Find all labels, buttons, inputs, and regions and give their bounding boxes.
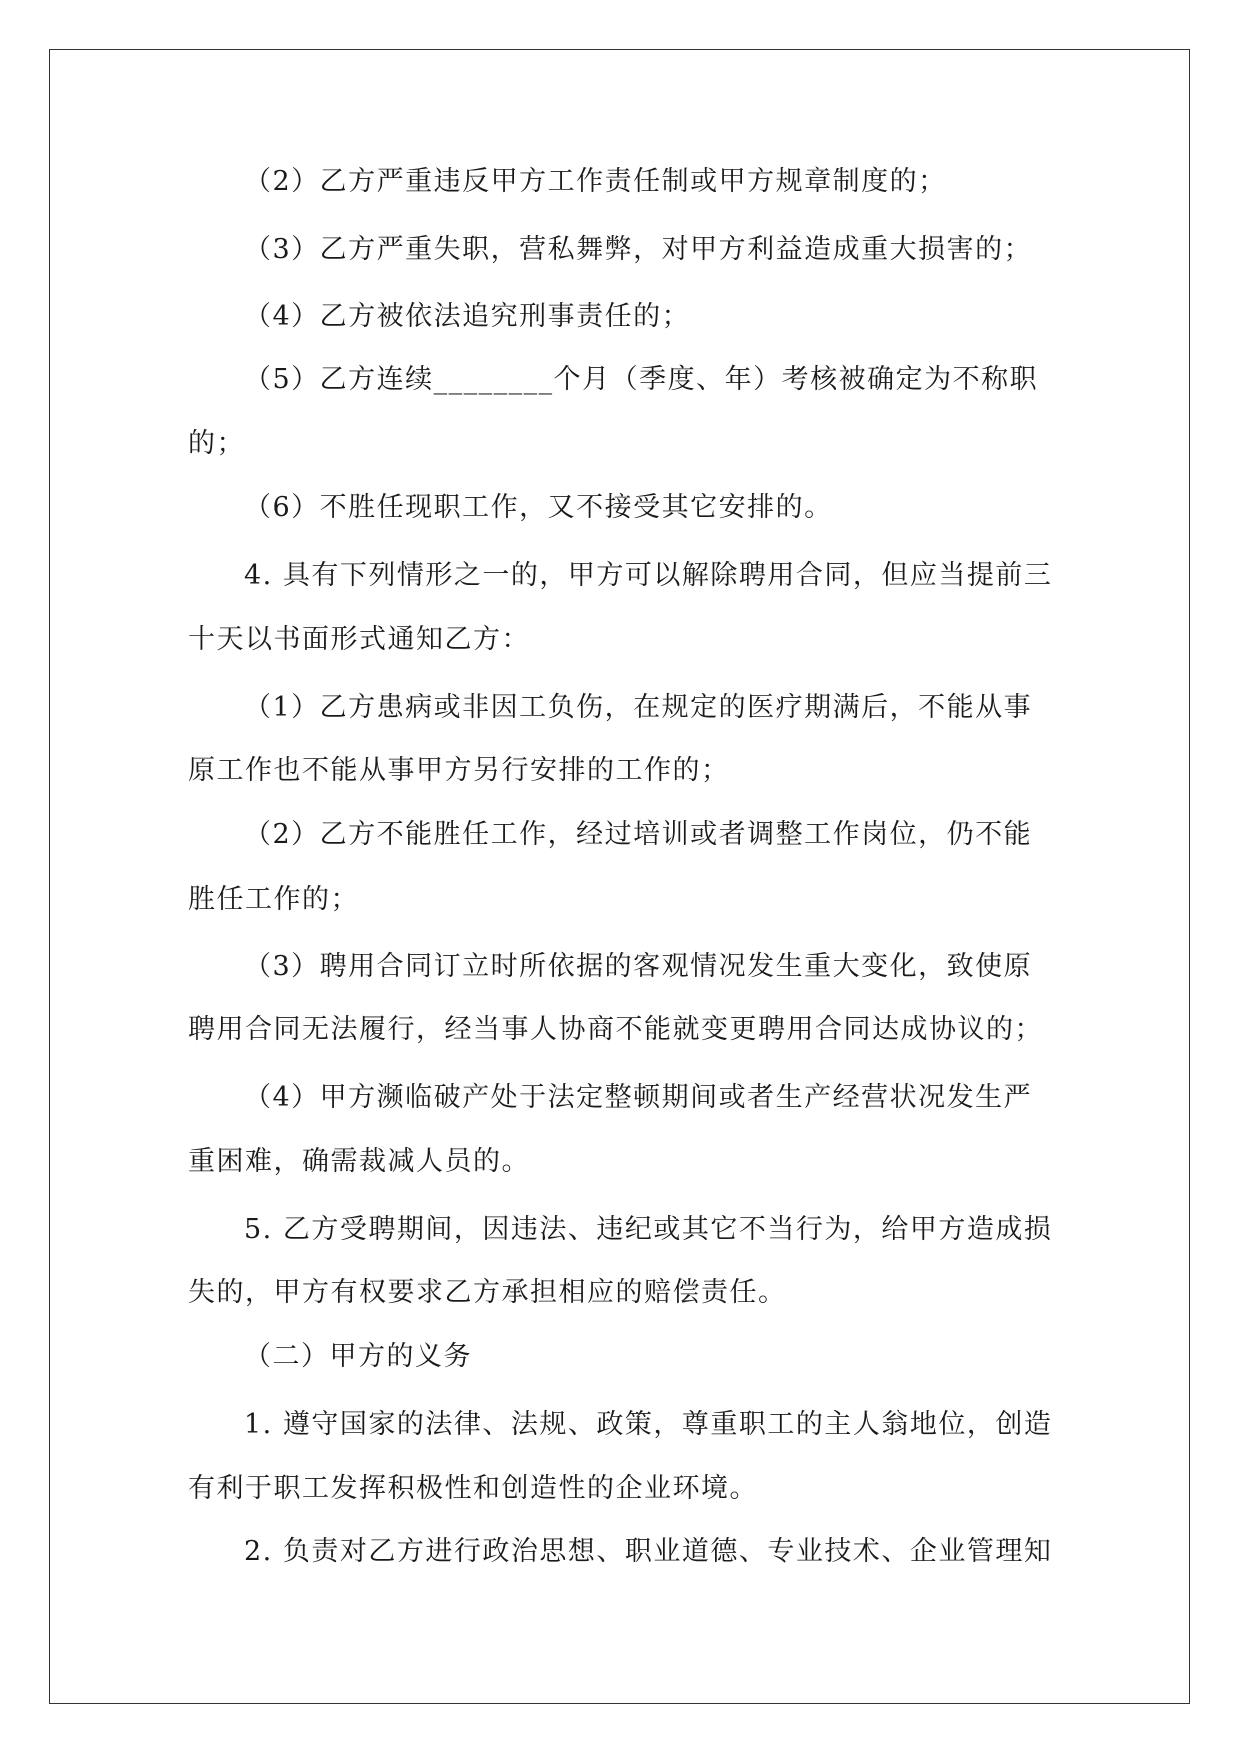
paragraph-line: 胜任工作的；: [188, 884, 359, 915]
paragraph-line: 5. 乙方受聘期间，因违法、违纪或其它不当行为，给甲方造成损: [244, 1214, 1053, 1245]
paragraph-line: 十天以书面形式通知乙方：: [188, 624, 530, 655]
paragraph-line: 的；: [188, 428, 245, 459]
paragraph-line: （6）不胜任现职工作，又不接受其它安排的。: [244, 492, 833, 523]
paragraph-line: （5）乙方连续________个月（季度、年）考核被确定为不称职: [244, 364, 1039, 395]
paragraph-line: 4. 具有下列情形之一的，甲方可以解除聘用合同，但应当提前三: [244, 560, 1053, 591]
paragraph-line: （1）乙方患病或非因工负伤，在规定的医疗期满后，不能从事: [244, 692, 1033, 723]
paragraph-line: 2. 负责对乙方进行政治思想、职业道德、专业技术、企业管理知: [244, 1536, 1053, 1567]
paragraph-line: 原工作也不能从事甲方另行安排的工作的；: [188, 755, 730, 786]
paragraph-line: （3）乙方严重失职，营私舞弊，对甲方利益造成重大损害的；: [244, 234, 1033, 265]
paragraph-line: （2）乙方严重违反甲方工作责任制或甲方规章制度的；: [244, 166, 947, 197]
paragraph-line: （3）聘用合同订立时所依据的客观情况发生重大变化，致使原: [244, 951, 1033, 982]
paragraph-line: （4）乙方被依法追究刑事责任的；: [244, 301, 691, 332]
section-heading: （二）甲方的义务: [244, 1341, 472, 1372]
paragraph-line: 聘用合同无法履行，经当事人协商不能就变更聘用合同达成协议的；: [188, 1014, 1043, 1045]
paragraph-line: 重困难，确需裁减人员的。: [188, 1146, 530, 1177]
paragraph-line: 失的，甲方有权要求乙方承担相应的赔偿责任。: [188, 1277, 787, 1308]
paragraph-line: 有利于职工发挥积极性和创造性的企业环境。: [188, 1473, 758, 1504]
paragraph-line: （2）乙方不能胜任工作，经过培训或者调整工作岗位，仍不能: [244, 819, 1033, 850]
paragraph-line: （4）甲方濒临破产处于法定整顿期间或者生产经营状况发生严: [244, 1082, 1033, 1113]
paragraph-line: 1. 遵守国家的法律、法规、政策，尊重职工的主人翁地位，创造: [244, 1409, 1053, 1440]
